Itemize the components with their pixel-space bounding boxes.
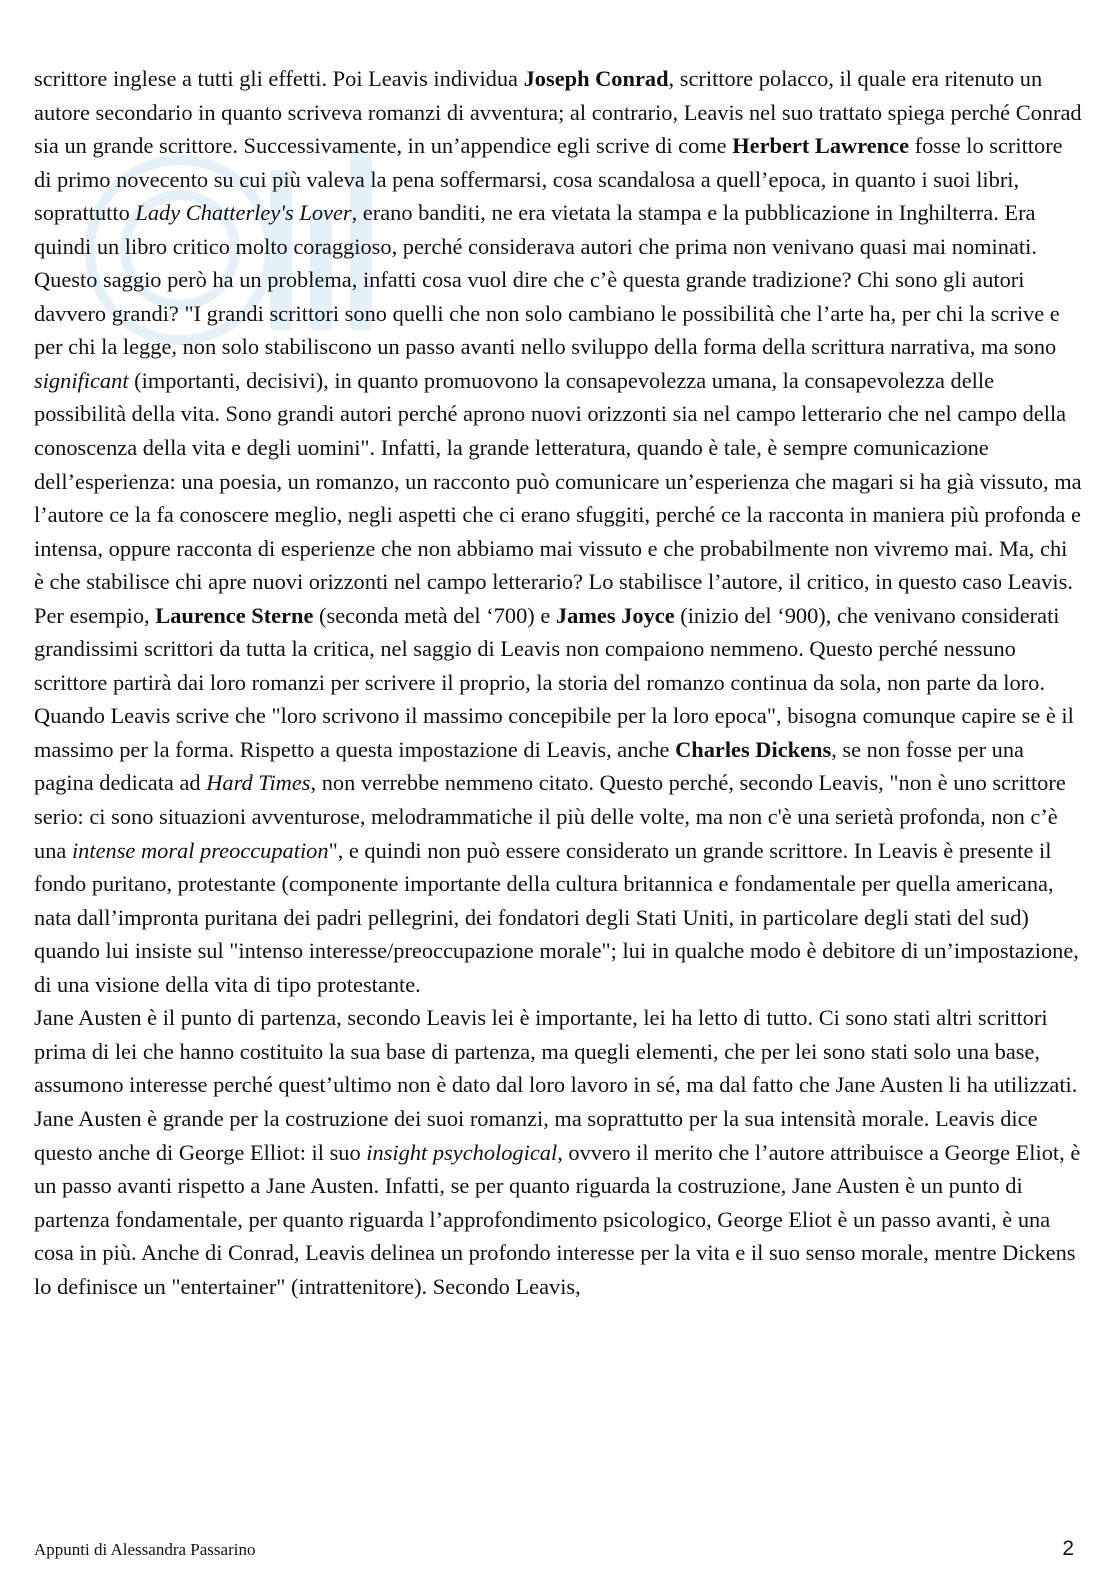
text-run: , se non fosse per una pagina dedicata ad — [34, 736, 1024, 796]
text-run: ", e quindi non può essere considerato un grande scrittore. In Leavis è presente il fondo puritano, protestante (componente importante della cultura britannica e fondamentale per quella americana, nata dall’impronta puritana dei padri pellegrini, dei fondatori degli Stati Uniti, in particolare degli stati del sud) quando lui insiste sul "intenso interesse/preoccupazione morale"; lui in qualche modo è debitore di un’impostazione, di una visione della vita di tipo protestante. — [34, 837, 1079, 997]
bold-name: Laurence Sterne — [155, 602, 314, 628]
footer-author-note: Appunti di Alessandra Passarino — [34, 1540, 256, 1559]
text-run: , erano banditi, ne era vietata la stampa e la pubblicazione in Inghilterra. Era quindi un libro critico molto coraggioso, perché considerava autori che prima non venivano quasi mai nominati. Questo saggio però ha un problema, infatti cosa vuol dire che c’è questa grande tradizione? Chi sono gli autori davvero grandi? "I grandi scrittori sono quelli che non solo cambiano le possibilità che l’arte ha, per chi la scrive e per chi la legge, non solo stabiliscono un passo avanti nello sviluppo della forma della scrittura narrativa, ma sono — [34, 200, 1060, 360]
document-body — [34, 62, 1082, 1303]
paragraph-2 — [34, 1001, 1082, 1303]
text-run: , non verrebbe nemmeno citato. Questo perché, secondo Leavis, "non è uno scrittore serio: ci sono situazioni avventurose, melodrammatiche il più delle volte, ma non c'è una serietà profonda, non c’è una — [34, 770, 1066, 863]
text-run: (inizio del ‘900), che venivano considerati grandissimi scrittori da tutta la critica, nel saggio di Leavis non compaiono nemmeno. Questo perché nessuno scrittore partirà dai loro romanzi per scrivere il proprio, la storia del romanzo continua da sola, non parte da loro. Quando Leavis scrive che "loro scrivono il massimo concepibile per la loro epoca", bisogna comunque capire se è il massimo per la forma. Rispetto a questa impostazione di Leavis, anche — [34, 602, 1074, 762]
bold-name: Joseph Conrad — [523, 66, 669, 91]
italic-title: Lady Chatterley's Lover — [135, 200, 352, 226]
italic-title: insight psychological — [366, 1139, 558, 1165]
text-run: Jane Austen è il punto di partenza, secondo Leavis lei è importante, lei ha letto di tutto. Ci sono stati altri scrittori prima di lei che hanno costituito la sua base di partenza, ma quegli elementi, che per lei sono stati solo una base, assumono interesse perché quest’ultimo non è dato dal loro lavoro in sé, ma dal fatto che Jane Austen li ha utilizzati. Jane Austen è grande per la costruzione dei suoi romanzi, ma soprattutto per la sua intensità morale. Leavis dice questo anche di George Elliot: il suo — [34, 1005, 1078, 1165]
bold-name: Herbert Lawrence — [732, 133, 910, 159]
bold-name: Charles Dickens — [675, 736, 832, 762]
text-run: fosse lo scrittore di primo novecento su cui più valeva la pena soffermarsi, cosa scandalosa a quell’epoca, in quanto i suoi libri, soprattutto — [34, 133, 1063, 226]
italic-title: Hard Times — [206, 770, 311, 796]
text-run: (seconda metà del ‘700) e — [313, 602, 556, 628]
page-number: 2 — [1062, 1537, 1074, 1560]
text-run: , ovvero il merito che l’autore attribuisce a George Eliot, è un passo avanti rispetto a Jane Austen. Infatti, se per quanto riguarda la costruzione, Jane Austen è un punto di partenza fondamentale, per quanto riguarda l’approfondimento psicologico, George Eliot è un passo avanti, è una cosa in più. Anche di Conrad, Leavis delinea un profondo interesse per la vita e il suo senso morale, mentre Dickens lo definisce un "entertainer" (intrattenitore). Secondo Leavis, — [34, 1139, 1081, 1299]
italic-title: significant — [34, 367, 129, 393]
text-run: , scrittore polacco, il quale era ritenuto un autore secondario in quanto scriveva romanzi di avventura; al contrario, Leavis nel suo trattato spiega perché Conrad sia un grande scrittore. Successivamente, in un’appendice egli scrive di come — [34, 66, 1082, 159]
text-run: (importanti, decisivi), in quanto promuovono la consapevolezza umana, la consapevolezza delle possibilità della vita. Sono grandi autori perché aprono nuovi orizzonti sia nel campo letterario che nel campo della conoscenza della vita e degli uomini". Infatti, la grande letteratura, quando è tale, è sempre comunicazione dell’esperienza: una poesia, un romanzo, un racconto può comunicare un’esperienza che magari si ha già vissuto, ma l’autore ce la fa conoscere meglio, negli aspetti che ci erano sfuggiti, perché ce la racconta in maniera più profonda e intensa, oppure racconta di esperienze che non abbiamo mai vissuto e che probabilmente non vivremo mai. Ma, chi è che stabilisce chi apre nuovi orizzonti nel campo letterario? Lo stabilisce l’autore, il critico, in questo caso Leavis. Per esempio, — [34, 367, 1082, 628]
paragraph-1 — [34, 62, 1082, 1001]
italic-title: intense moral preoccupation — [71, 837, 329, 863]
text-run: scrittore inglese a tutti gli effetti. Poi Leavis individua — [34, 66, 524, 91]
bold-name: James Joyce — [555, 602, 675, 628]
